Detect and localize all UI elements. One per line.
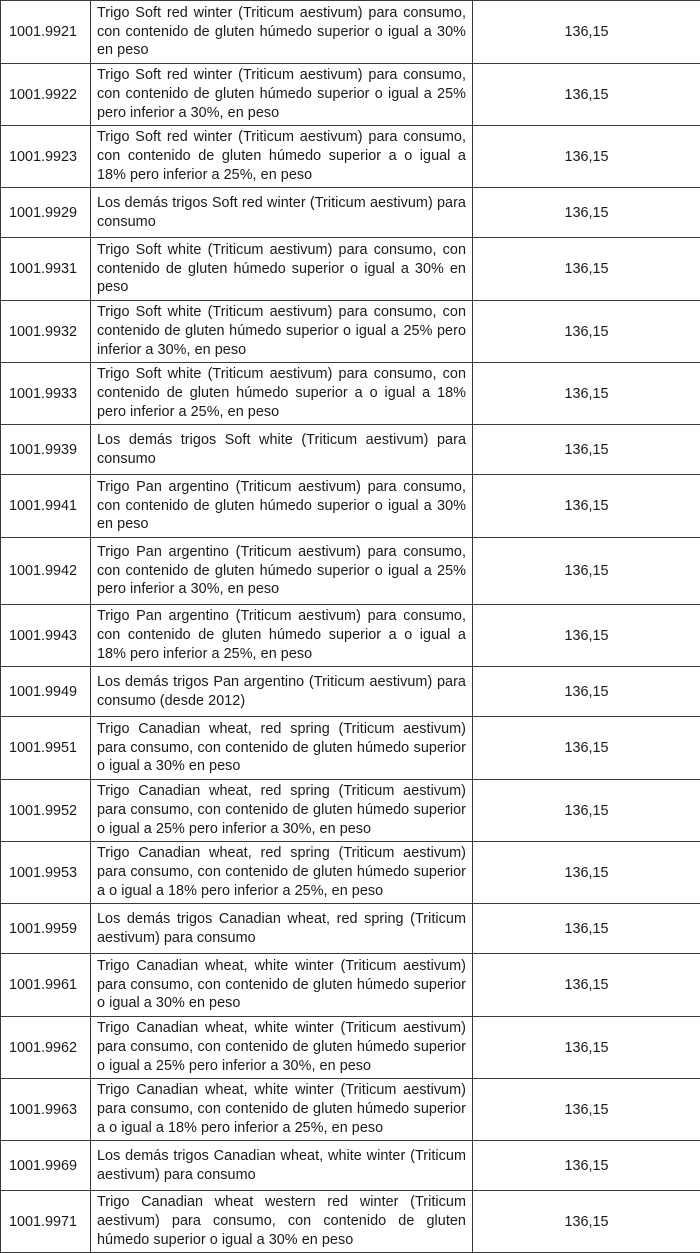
table-row	[1, 425, 700, 475]
table-row	[1, 1191, 700, 1253]
tariff-description: Los demás trigos Soft white (Triticum aestivum) para consumo	[91, 425, 473, 475]
tariff-rate: 136,15	[473, 475, 700, 538]
tariff-code: 1001.9939	[1, 425, 91, 475]
tariff-code: 1001.9931	[1, 238, 91, 301]
tariff-code: 1001.9961	[1, 954, 91, 1017]
tariff-rate: 136,15	[473, 126, 700, 188]
tariff-description: Trigo Canadian wheat, white winter (Triticum aestivum) para consumo, con contenido de gluten húmedo superior a o igual a 18% pero inferior a 25%, en peso	[91, 1079, 473, 1141]
tariff-description: Trigo Soft white (Triticum aestivum) para consumo, con contenido de gluten húmedo superior o igual a 25% pero inferior a 30%, en peso	[91, 301, 473, 363]
table-row	[1, 1, 700, 64]
table-row	[1, 605, 700, 667]
tariff-description: Los demás trigos Canadian wheat, red spring (Triticum aestivum) para consumo	[91, 904, 473, 954]
tariff-code: 1001.9941	[1, 475, 91, 538]
tariff-description: Trigo Soft red winter (Triticum aestivum) para consumo, con contenido de gluten húmedo superior o igual a 30% en peso	[91, 1, 473, 64]
table-row	[1, 475, 700, 538]
tariff-rate: 136,15	[473, 1141, 700, 1191]
table-row	[1, 1141, 700, 1191]
tariff-code: 1001.9922	[1, 64, 91, 126]
tariff-code: 1001.9962	[1, 1017, 91, 1079]
table-row	[1, 780, 700, 842]
tariff-code: 1001.9969	[1, 1141, 91, 1191]
tariff-code: 1001.9923	[1, 126, 91, 188]
tariff-code: 1001.9949	[1, 667, 91, 717]
tariff-description: Trigo Soft white (Triticum aestivum) para consumo, con contenido de gluten húmedo superior o igual a 30% en peso	[91, 238, 473, 301]
tariff-description: Los demás trigos Pan argentino (Triticum aestivum) para consumo (desde 2012)	[91, 667, 473, 717]
tariff-rate: 136,15	[473, 842, 700, 904]
tariff-code: 1001.9942	[1, 538, 91, 605]
table-row	[1, 301, 700, 363]
tariff-code: 1001.9943	[1, 605, 91, 667]
tariff-rate: 136,15	[473, 425, 700, 475]
tariff-rate: 136,15	[473, 301, 700, 363]
tariff-description: Trigo Pan argentino (Triticum aestivum) para consumo, con contenido de gluten húmedo superior o igual a 30% en peso	[91, 475, 473, 538]
table-row	[1, 1079, 700, 1141]
tariff-description: Trigo Canadian wheat, white winter (Triticum aestivum) para consumo, con contenido de gluten húmedo superior o igual a 25% pero inferior a 30%, en peso	[91, 1017, 473, 1079]
table-row	[1, 1017, 700, 1079]
tariff-rate: 136,15	[473, 780, 700, 842]
tariff-table-body	[1, 1, 700, 1253]
tariff-description: Trigo Canadian wheat, white winter (Triticum aestivum) para consumo, con contenido de gluten húmedo superior o igual a 30% en peso	[91, 954, 473, 1017]
table-row	[1, 238, 700, 301]
table-row	[1, 667, 700, 717]
tariff-code: 1001.9952	[1, 780, 91, 842]
tariff-rate: 136,15	[473, 1, 700, 64]
tariff-description: Trigo Canadian wheat, red spring (Triticum aestivum) para consumo, con contenido de gluten húmedo superior o igual a 25% pero inferior a 30%, en peso	[91, 780, 473, 842]
tariff-code: 1001.9921	[1, 1, 91, 64]
tariff-code: 1001.9959	[1, 904, 91, 954]
tariff-description: Trigo Canadian wheat western red winter (Triticum aestivum) para consumo, con contenido de gluten húmedo superior o igual a 30% en peso	[91, 1191, 473, 1253]
tariff-code: 1001.9951	[1, 717, 91, 780]
tariff-rate: 136,15	[473, 1191, 700, 1253]
table-row	[1, 904, 700, 954]
tariff-rate: 136,15	[473, 667, 700, 717]
tariff-rate: 136,15	[473, 238, 700, 301]
tariff-code: 1001.9963	[1, 1079, 91, 1141]
tariff-description: Trigo Soft white (Triticum aestivum) para consumo, con contenido de gluten húmedo superior a o igual a 18% pero inferior a 25%, en peso	[91, 363, 473, 425]
table-row	[1, 538, 700, 605]
tariff-rate: 136,15	[473, 717, 700, 780]
tariff-code: 1001.9971	[1, 1191, 91, 1253]
tariff-code: 1001.9933	[1, 363, 91, 425]
tariff-rate: 136,15	[473, 538, 700, 605]
tariff-description: Los demás trigos Canadian wheat, white winter (Triticum aestivum) para consumo	[91, 1141, 473, 1191]
tariff-description: Trigo Soft red winter (Triticum aestivum) para consumo, con contenido de gluten húmedo superior o igual a 25% pero inferior a 30%, en peso	[91, 64, 473, 126]
tariff-description: Trigo Canadian wheat, red spring (Triticum aestivum) para consumo, con contenido de gluten húmedo superior o igual a 30% en peso	[91, 717, 473, 780]
tariff-rate: 136,15	[473, 904, 700, 954]
table-row	[1, 126, 700, 188]
table-row	[1, 64, 700, 126]
tariff-code: 1001.9953	[1, 842, 91, 904]
table-row	[1, 842, 700, 904]
tariff-code: 1001.9929	[1, 188, 91, 238]
table-row	[1, 188, 700, 238]
tariff-description: Trigo Soft red winter (Triticum aestivum) para consumo, con contenido de gluten húmedo superior a o igual a 18% pero inferior a 25%, en peso	[91, 126, 473, 188]
tariff-code: 1001.9932	[1, 301, 91, 363]
tariff-rate: 136,15	[473, 954, 700, 1017]
tariff-rate: 136,15	[473, 1017, 700, 1079]
tariff-rate: 136,15	[473, 363, 700, 425]
tariff-rate: 136,15	[473, 188, 700, 238]
tariff-rate: 136,15	[473, 64, 700, 126]
table-row	[1, 954, 700, 1017]
tariff-description: Trigo Canadian wheat, red spring (Triticum aestivum) para consumo, con contenido de gluten húmedo superior a o igual a 18% pero inferior a 25%, en peso	[91, 842, 473, 904]
tariff-description: Trigo Pan argentino (Triticum aestivum) para consumo, con contenido de gluten húmedo superior o igual a 25% pero inferior a 30%, en peso	[91, 538, 473, 605]
table-row	[1, 717, 700, 780]
tariff-rate: 136,15	[473, 1079, 700, 1141]
table-row	[1, 363, 700, 425]
tariff-description: Trigo Pan argentino (Triticum aestivum) para consumo, con contenido de gluten húmedo superior a o igual a 18% pero inferior a 25%, en peso	[91, 605, 473, 667]
tariff-rate: 136,15	[473, 605, 700, 667]
tariff-description: Los demás trigos Soft red winter (Triticum aestivum) para consumo	[91, 188, 473, 238]
